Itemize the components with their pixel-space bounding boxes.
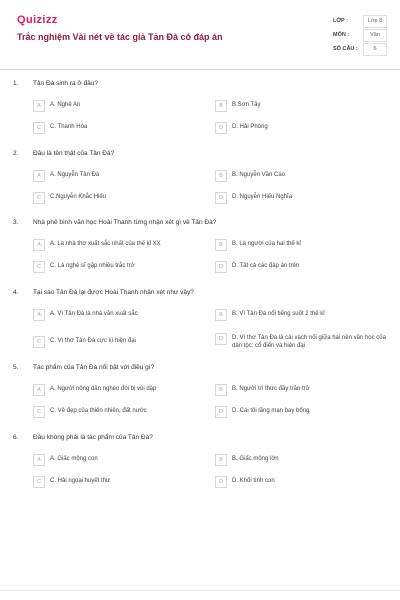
worksheet-title: Trắc nghiệm Vài nét về tác giả Tản Đà có đáp án: [17, 32, 223, 42]
meta-value: Lớp 8: [363, 15, 387, 28]
option-letter: C: [33, 122, 45, 134]
worksheet-header: [0, 0, 400, 70]
option-d[interactable]: [215, 333, 385, 347]
option-c[interactable]: [33, 336, 203, 350]
option-b[interactable]: [215, 309, 385, 323]
option-b[interactable]: [215, 384, 385, 398]
option-letter: C: [33, 476, 45, 488]
option-letter: B: [215, 309, 227, 321]
option-text: B. Người trí thức đầy trăn trở: [232, 386, 310, 392]
question-text: Nhà phê bình văn học Hoài Thanh từng nhận xét gì về Tản Đà?: [33, 219, 217, 226]
meta-row-class: [333, 14, 387, 28]
option-letter: B: [215, 384, 227, 396]
option-letter: A: [33, 454, 45, 466]
option-d[interactable]: [215, 406, 385, 420]
option-letter: A: [33, 384, 45, 396]
option-text: B. Nguyễn Văn Cao: [232, 172, 286, 178]
question-number: 5.: [13, 364, 19, 371]
option-letter: A: [33, 309, 45, 321]
option-text: A. Người nông dân nghèo đói bị vùi dập: [50, 386, 157, 392]
option-c[interactable]: [33, 192, 203, 206]
meta-value: Văn: [363, 29, 387, 42]
option-text: C. Thanh Hóa: [50, 124, 88, 130]
meta-label: SỐ CÂU :: [333, 46, 358, 52]
option-letter: D: [215, 192, 227, 204]
option-text: C. Là nghệ sĩ gặp nhiều trắc trở: [50, 263, 135, 269]
option-a[interactable]: [33, 384, 203, 398]
footer-divider: [0, 590, 400, 591]
option-letter: B: [215, 170, 227, 182]
option-text: C. Hải ngoại huyết thư: [50, 478, 111, 484]
option-letter: D: [215, 406, 227, 418]
option-text: D. Nguyễn Hiếu Nghĩa: [232, 194, 293, 200]
option-a[interactable]: [33, 454, 203, 468]
option-text: B. Giấc mộng lớn: [232, 456, 279, 462]
option-text: C. Vẻ đẹp của thiên nhiên, đất nước: [50, 408, 147, 414]
option-text: D. Vì thơ Tản Đà là cái vạch nối giữa hai nền văn học của dân tộc: cổ điển và hiện đại: [232, 335, 386, 349]
worksheet-meta: [333, 14, 387, 56]
option-text: C.Nguyễn Khắc Hiếu: [50, 194, 107, 200]
option-text: B. Là người của hai thế kỉ: [232, 241, 301, 247]
question-number: 4.: [13, 289, 19, 296]
question-number: 3.: [13, 219, 19, 226]
option-text: B. Vì Tản Đà nổi tiếng suốt 2 thế kỉ: [232, 311, 325, 317]
meta-label: MÔN :: [333, 32, 350, 38]
option-letter: D: [215, 122, 227, 134]
option-b[interactable]: [215, 454, 385, 468]
meta-row-count: [333, 42, 387, 56]
option-d[interactable]: [215, 122, 385, 136]
option-text: D. Cái tôi lãng mạn bay bổng: [232, 408, 310, 414]
option-letter: A: [33, 239, 45, 251]
option-letter: A: [33, 100, 45, 112]
question-number: 6.: [13, 434, 19, 441]
option-b[interactable]: [215, 239, 385, 253]
option-text: A. Giấc mộng con: [50, 456, 98, 462]
option-letter: A: [33, 170, 45, 182]
option-letter: B: [215, 100, 227, 112]
option-letter: B: [215, 239, 227, 251]
option-letter: C: [33, 192, 45, 204]
option-b[interactable]: [215, 100, 385, 114]
option-text: A. Nghệ An: [50, 102, 81, 108]
option-text: D. Tất cả các đáp án trên: [232, 263, 300, 269]
option-letter: D: [215, 261, 227, 273]
option-d[interactable]: [215, 261, 385, 275]
question-text: Tản Đà sinh ra ở đâu?: [33, 80, 98, 87]
option-b[interactable]: [215, 170, 385, 184]
option-a[interactable]: [33, 100, 203, 114]
option-a[interactable]: [33, 170, 203, 184]
option-c[interactable]: [33, 476, 203, 490]
option-d[interactable]: [215, 476, 385, 490]
option-c[interactable]: [33, 261, 203, 275]
option-text: D. Hải Phòng: [232, 124, 268, 130]
option-letter: D: [215, 476, 227, 488]
option-letter: C: [33, 336, 45, 348]
meta-row-subject: [333, 28, 387, 42]
option-text: D. Khối tình con: [232, 478, 275, 484]
question-text: Tại sao Tản Đà lại được Hoài Thanh nhận xét như vậy?: [33, 289, 194, 296]
option-letter: C: [33, 261, 45, 273]
option-text: C. Vì thơ Tản Đà cực kì hiện đại: [50, 338, 136, 344]
question-text: Đâu không phải là tác phẩm của Tản Đà?: [33, 434, 153, 441]
option-text: A. Là nhà thơ xuất sắc nhất của thế kỉ XX: [50, 241, 161, 247]
question-number: 1.: [13, 80, 19, 87]
quizizz-logo: Quizizz: [17, 14, 58, 26]
option-text: A. Nguyễn Tản Đà: [50, 172, 100, 178]
option-text: B.Sơn Tây: [232, 102, 261, 108]
meta-value: 6: [363, 43, 387, 56]
option-letter: C: [33, 406, 45, 418]
question-text: Tác phẩm của Tản Đà nổi bật với điều gì?: [33, 364, 155, 371]
option-a[interactable]: [33, 239, 203, 253]
option-c[interactable]: [33, 406, 203, 420]
question-number: 2.: [13, 150, 19, 157]
question-text: Đâu là tên thật của Tản Đà?: [33, 150, 115, 157]
option-d[interactable]: [215, 192, 385, 206]
option-a[interactable]: [33, 309, 203, 323]
option-letter: B: [215, 454, 227, 466]
option-letter: D: [215, 333, 227, 345]
option-text: A. Vì Tản Đà là nhà văn xuất sắc: [50, 311, 138, 317]
option-c[interactable]: [33, 122, 203, 136]
meta-label: LỚP :: [333, 18, 348, 24]
